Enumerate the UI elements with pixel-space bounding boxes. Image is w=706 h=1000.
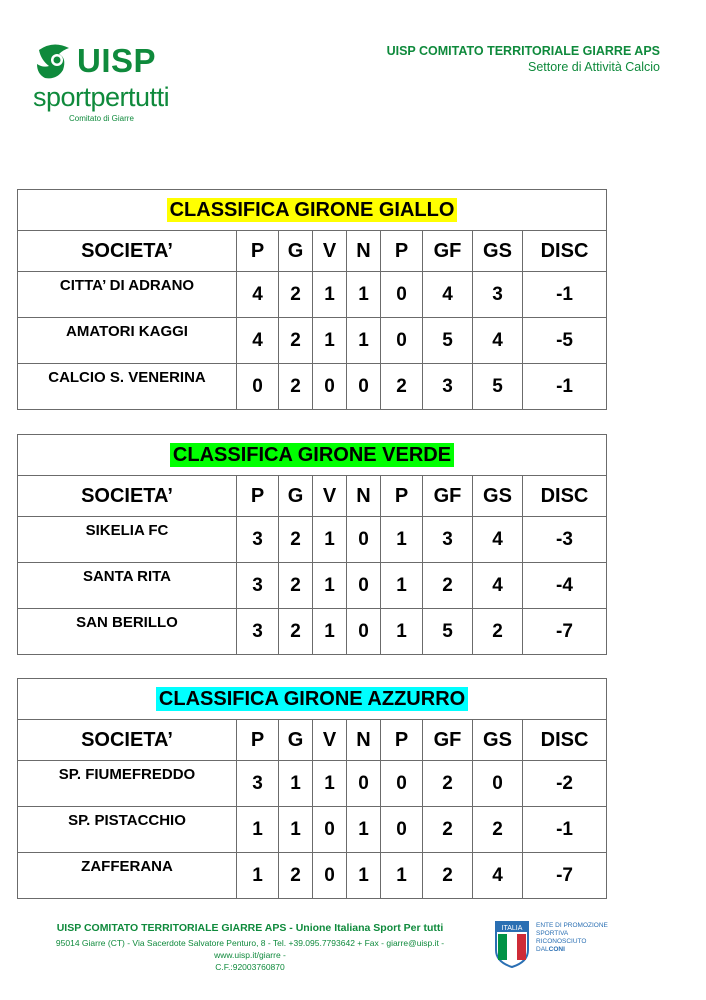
cell-p: 3 [237,563,279,609]
cell-g: 2 [279,853,313,899]
cell-n: 0 [347,761,381,807]
cell-g: 2 [279,318,313,364]
col-header-gs: GS [473,476,523,517]
cell-v: 1 [313,761,347,807]
col-header-societa: SOCIETA’ [18,231,237,272]
italia-badge-text: ITALIA [501,925,523,932]
cell-v: 0 [313,807,347,853]
table-row [18,364,607,410]
table-row [18,272,607,318]
logo-subtitle: Comitato di Giarre [69,114,134,123]
coni-line-4 [536,946,608,954]
cell-p2: 0 [381,761,423,807]
cell-n: 0 [347,364,381,410]
cell-gs: 4 [473,563,523,609]
cell-n: 1 [347,272,381,318]
cell-g: 1 [279,807,313,853]
col-header-disc: DISC [523,476,607,517]
table-header-row [18,231,607,272]
col-header-disc: DISC [523,720,607,761]
cell-gs: 4 [473,318,523,364]
col-header-gf: GF [423,476,473,517]
standings-table-verde [17,434,607,655]
col-header-nulle: N [347,231,381,272]
cell-disc: -5 [523,318,607,364]
cell-disc: -4 [523,563,607,609]
coni-text [536,922,608,954]
cell-g: 2 [279,609,313,655]
group-title [18,190,607,231]
team-name: AMATORI KAGGI [18,318,237,364]
cell-v: 1 [313,272,347,318]
cell-gf: 4 [423,272,473,318]
col-header-disc: DISC [523,231,607,272]
cell-disc: -7 [523,853,607,899]
team-name: SP. FIUMEFREDDO [18,761,237,807]
table-row [18,318,607,364]
cell-gs: 2 [473,609,523,655]
team-name: CITTA’ DI ADRANO [18,272,237,318]
col-header-punti: P [237,476,279,517]
col-header-gs: GS [473,231,523,272]
cell-gf: 2 [423,761,473,807]
team-name: SP. PISTACCHIO [18,807,237,853]
footer [30,922,470,973]
cell-v: 1 [313,318,347,364]
committee-name: UISP COMITATO TERRITORIALE GIARRE APS [386,44,660,58]
cell-g: 2 [279,563,313,609]
cell-gf: 2 [423,563,473,609]
team-name: ZAFFERANA [18,853,237,899]
col-header-giocate: G [279,476,313,517]
cell-n: 0 [347,609,381,655]
cell-p2: 1 [381,517,423,563]
team-name: SANTA RITA [18,563,237,609]
cell-p: 4 [237,272,279,318]
col-header-perse: P [381,231,423,272]
group-title [18,435,607,476]
col-header-nulle: N [347,720,381,761]
table-row [18,853,607,899]
coni-line-4-prefix: DAL [536,946,549,953]
cell-p2: 0 [381,807,423,853]
cell-disc: -7 [523,609,607,655]
col-header-giocate: G [279,720,313,761]
group-title-label: CLASSIFICA GIRONE AZZURRO [156,687,468,711]
cell-gf: 2 [423,807,473,853]
cell-g: 2 [279,517,313,563]
coni-line-2: SPORTIVA [536,930,569,937]
cell-g: 2 [279,272,313,318]
col-header-punti: P [237,231,279,272]
logo-tagline: sportpertutti [33,82,170,112]
italia-badge-label [494,920,530,934]
cell-n: 1 [347,318,381,364]
col-header-vinte: V [313,231,347,272]
table-row [18,609,607,655]
uisp-logo [33,38,183,128]
group-title-label: CLASSIFICA GIRONE VERDE [170,443,454,467]
cell-p2: 1 [381,853,423,899]
committee-sector: Settore di Attività Calcio [527,60,660,74]
footer-address: 95014 Giarre (CT) - Via Sacerdote Salvatore Penturo, 8 - Tel. +39.095.7793642 + Fax - giarre@uisp.it - www.uisp.it/giarre - [55,938,445,960]
col-header-perse: P [381,720,423,761]
coni-brand: CONI [548,946,565,953]
table-row [18,761,607,807]
col-header-gf: GF [423,720,473,761]
cell-disc: -1 [523,807,607,853]
group-title [18,679,607,720]
team-name: SIKELIA FC [18,517,237,563]
cell-v: 1 [313,563,347,609]
cell-n: 1 [347,807,381,853]
cell-gf: 3 [423,364,473,410]
col-header-nulle: N [347,476,381,517]
cell-v: 1 [313,609,347,655]
cell-v: 0 [313,364,347,410]
cell-gf: 5 [423,318,473,364]
cell-gs: 3 [473,272,523,318]
cell-gf: 2 [423,853,473,899]
col-header-perse: P [381,476,423,517]
col-header-giocate: G [279,231,313,272]
cell-p2: 2 [381,364,423,410]
table-row [18,807,607,853]
cell-gs: 0 [473,761,523,807]
cell-p2: 1 [381,609,423,655]
cell-gs: 4 [473,853,523,899]
cell-g: 1 [279,761,313,807]
cell-p: 3 [237,609,279,655]
cell-n: 0 [347,563,381,609]
cell-p: 3 [237,517,279,563]
cell-p: 0 [237,364,279,410]
cell-disc: -1 [523,364,607,410]
cell-disc: -2 [523,761,607,807]
table-row [18,517,607,563]
coni-recognition [494,920,624,970]
cell-n: 0 [347,517,381,563]
standings-table-giallo [17,189,607,410]
col-header-vinte: V [313,720,347,761]
group-title-label: CLASSIFICA GIRONE GIALLO [167,198,458,222]
col-header-gf: GF [423,231,473,272]
cell-disc: -3 [523,517,607,563]
cell-g: 2 [279,364,313,410]
logo-uisp-text: UISP [77,42,157,79]
team-name: SAN BERILLO [18,609,237,655]
cell-v: 0 [313,853,347,899]
cell-p2: 0 [381,318,423,364]
cell-p2: 1 [381,563,423,609]
cell-p: 4 [237,318,279,364]
cell-gf: 3 [423,517,473,563]
cell-disc: -1 [523,272,607,318]
cell-gs: 2 [473,807,523,853]
footer-cf: C.F.:92003760870 [215,962,285,972]
cell-v: 1 [313,517,347,563]
footer-title: UISP COMITATO TERRITORIALE GIARRE APS - Unione Italiana Sport Per tutti [56,922,444,934]
cell-gf: 5 [423,609,473,655]
cell-p: 1 [237,807,279,853]
team-name: CALCIO S. VENERINA [18,364,237,410]
cell-gs: 5 [473,364,523,410]
table-header-row [18,720,607,761]
cell-p2: 0 [381,272,423,318]
cell-gs: 4 [473,517,523,563]
coni-line-1: ENTE DI PROMOZIONE [536,922,608,929]
cell-p: 3 [237,761,279,807]
col-header-punti: P [237,720,279,761]
uisp-emblem-icon [33,40,75,82]
col-header-societa: SOCIETA’ [18,720,237,761]
standings-table-azzurro [17,678,607,899]
cell-n: 1 [347,853,381,899]
col-header-vinte: V [313,476,347,517]
coni-line-3: RICONOSCIUTO [536,938,587,945]
col-header-societa: SOCIETA’ [18,476,237,517]
header-committee [387,44,660,74]
cell-p: 1 [237,853,279,899]
table-row [18,563,607,609]
table-header-row [18,476,607,517]
col-header-gs: GS [473,720,523,761]
